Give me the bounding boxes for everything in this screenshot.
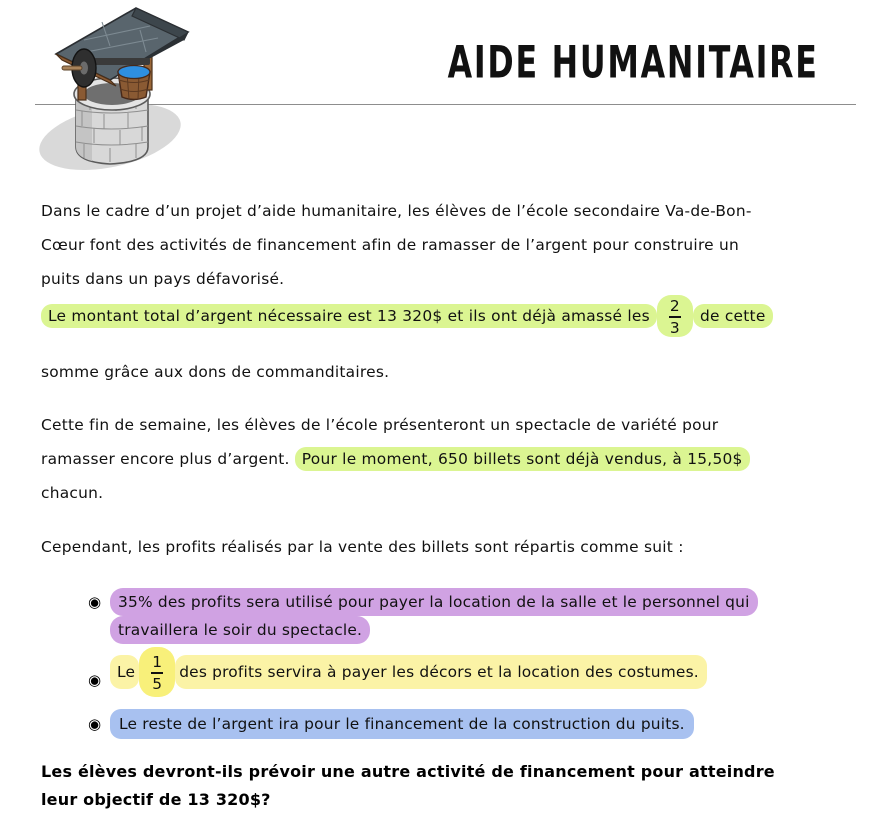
wishing-well-illustration (32, 2, 212, 174)
bullseye-icon: ◉ (88, 715, 102, 733)
well-bucket-water (118, 66, 150, 79)
highlight-total-amount-text-b: de cette (693, 304, 773, 328)
fraction-numerator: 1 (152, 653, 163, 671)
highlighted-total-amount-line (41, 298, 820, 336)
fraction-denominator: 3 (669, 318, 680, 337)
list-item-decors-costumes (88, 654, 838, 696)
list-item-decors-costumes-text (88, 654, 838, 692)
paragraph-profit-breakdown-intro (41, 530, 820, 564)
well-crank-handle (62, 66, 82, 70)
page-title: AIDE HUMANITAIRE (447, 37, 819, 89)
highlight-salle-line-1: 35% des profits sera utilisé pour payer la location de la salle et le personnel qui (110, 588, 758, 616)
fraction-one-fifth (139, 647, 175, 697)
fraction-one-fifth-glyph (149, 654, 165, 692)
list-item-salle-personnel-text (88, 588, 838, 644)
fraction-two-thirds-glyph (667, 298, 683, 336)
list-item-reste-argent-text (88, 710, 838, 738)
fraction-bar (669, 316, 681, 318)
highlight-decors-text-before: Le (110, 655, 139, 689)
document-header (0, 0, 871, 180)
paragraph-total-amount-line-2: somme grâce aux dons de commanditaires. (41, 362, 390, 381)
highlight-decors-text-after: des profits servira à payer les décors et la location des costumes. (175, 655, 707, 689)
closing-question-line-2: leur objectif de 13 320$? (41, 790, 271, 809)
paragraph-intro (41, 194, 820, 296)
paragraph-profit-breakdown-intro-text: Cependant, les profits réalisés par la vente des billets sont répartis comme suit : (41, 538, 684, 556)
paragraph-show-line-2 (41, 442, 820, 476)
highlight-total-amount-text-a: Le montant total d’argent nécessaire est 13 320$ et ils ont déjà amassé les (41, 304, 657, 328)
profit-allocation-list (88, 588, 838, 742)
paragraph-show-plain-text: ramasser encore plus d’argent. (41, 450, 290, 468)
closing-question (41, 758, 826, 814)
highlight-reste-argent: Le reste de l’argent ira pour le financement de la construction du puits. (110, 709, 694, 739)
paragraph-intro-line-2: Cœur font des activités de financement afin de ramasser de l’argent pour construire un (41, 236, 740, 254)
paragraph-show-line-3: chacun. (41, 484, 104, 502)
paragraph-total-amount (41, 298, 820, 390)
highlight-tickets-sold: Pour le moment, 650 billets sont déjà vendus, à 15,50$ (295, 447, 750, 471)
bullseye-icon: ◉ (88, 671, 102, 689)
fraction-denominator: 5 (152, 674, 163, 693)
paragraph-show (41, 408, 820, 510)
fraction-numerator: 2 (669, 297, 680, 315)
highlight-salle-line-2: travaillera le soir du spectacle. (110, 616, 370, 644)
paragraph-intro-line-1: Dans le cadre d’un projet d’aide humanitaire, les élèves de l’école secondaire Va-de-Bon- (41, 202, 752, 220)
closing-question-line-1: Les élèves devront-ils prévoir une autre activité de financement pour atteindre (41, 762, 775, 781)
bullseye-icon: ◉ (88, 593, 102, 611)
paragraph-show-line-1: Cette fin de semaine, les élèves de l’école présenteront un spectacle de variété pour (41, 416, 719, 434)
list-item-reste-argent (88, 710, 838, 742)
fraction-bar (151, 672, 163, 674)
paragraph-intro-line-3: puits dans un pays défavorisé. (41, 270, 285, 288)
fraction-two-thirds (657, 295, 693, 337)
list-item-salle-personnel (88, 588, 838, 644)
